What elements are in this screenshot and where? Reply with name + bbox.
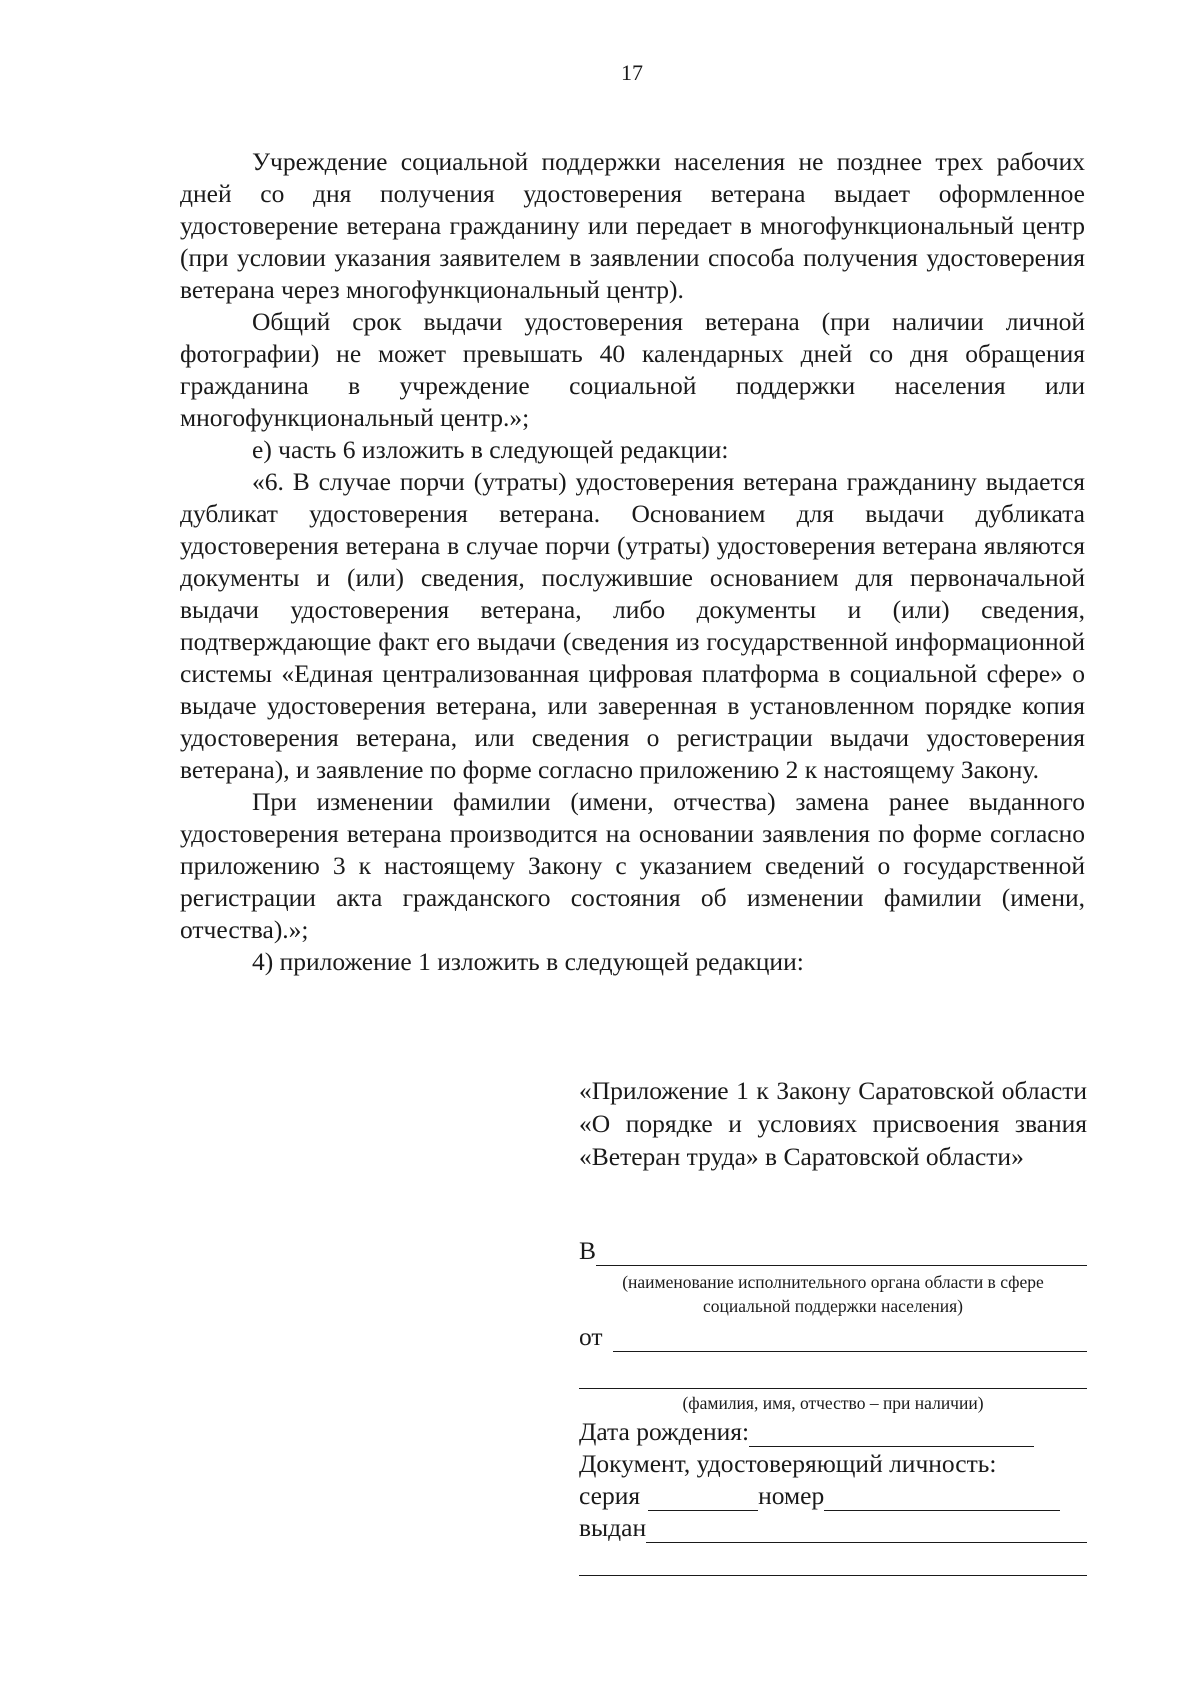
form-series-label: серия — [579, 1481, 641, 1510]
form-number-label: номер — [758, 1481, 825, 1510]
form-issued-blank[interactable] — [646, 1516, 1087, 1543]
form-series-blank[interactable] — [648, 1484, 758, 1511]
form-id-document-line — [579, 1449, 1087, 1479]
form-id-document-label: Документ, удостоверяющий личность: — [579, 1449, 997, 1478]
form-series-number-line — [579, 1481, 1087, 1511]
form-issued-label: выдан — [579, 1513, 647, 1542]
form-issued-blank-2[interactable] — [579, 1549, 1087, 1576]
paragraph-part-6-text: «6. В случае порчи (утраты) удостоверения ветерана гражданину выдается дубликат удостоверения ветерана. Основанием для выдачи дубликата удостоверения ветерана в случае порчи (утраты) удостоверения ветерана являются документы и (или) сведения, послужившие основанием для первоначальной выдачи удостоверения ветерана, либо документы и (или) сведения, подтверждающие факт его выдачи (сведения из государственной информационной системы «Единая централизованная цифровая платформа в социальной сфере» о выдаче удостоверения ветерана, или заверенная в установленном порядке копия удостоверения ветерана, или сведения о регистрации выдачи удостоверения ветерана), и заявление по форме согласно приложению 2 к настоящему Закону. — [180, 467, 1085, 784]
form-from-prefix: от — [579, 1322, 603, 1351]
paragraph-total-term: Общий срок выдачи удостоверения ветерана (при наличии личной фотографии) не может превышать 40 календарных дней со дня обращения гражданина в учреждение социальной поддержки населения или многофункциональный центр.»; — [180, 307, 1085, 432]
form-to-caption: (наименование исполнительного органа области в сфере социальной поддержки населения) — [622, 1272, 1044, 1316]
form-from-line — [579, 1322, 1087, 1352]
form-issued-line-2 — [579, 1549, 1087, 1576]
form-birth-date-blank[interactable] — [749, 1420, 1034, 1447]
paragraph-issuance: Учреждение социальной поддержки населения не позднее трех рабочих дней со дня получения удостоверения ветерана выдает оформленное удостоверение ветерана гражданину или передает в многофункциональный центр (при условии указания заявителем в заявлении способа получения удостоверения ветерана через многофункциональный центр). — [180, 147, 1085, 304]
form-birth-date-line — [579, 1417, 1087, 1447]
form-from-caption: (фамилия, имя, отчество – при наличии) — [682, 1393, 984, 1413]
form-from-line-2 — [579, 1362, 1087, 1389]
page-number: 17 — [621, 60, 643, 85]
form-from-blank[interactable] — [613, 1325, 1087, 1352]
form-from-blank-2[interactable] — [579, 1362, 1087, 1389]
paragraph-appendix-intro: 4) приложение 1 изложить в следующей редакции: — [252, 947, 804, 976]
paragraph-name-change: При изменении фамилии (имени, отчества) замена ранее выданного удостоверения ветерана производится на основании заявления по форме согласно приложению 3 к настоящему Закону с указанием сведений о государственной регистрации акта гражданского состояния об изменении фамилии (имени, отчества).»; — [180, 787, 1085, 944]
form-to-blank[interactable] — [596, 1239, 1087, 1266]
form-birth-date-label: Дата рождения: — [579, 1417, 750, 1446]
form-number-blank[interactable] — [824, 1484, 1060, 1511]
main-text — [180, 146, 1085, 978]
form-to-prefix: В — [579, 1236, 597, 1265]
form-issued-line — [579, 1513, 1087, 1543]
appendix-heading: «Приложение 1 к Закону Саратовской области «О порядке и условиях присвоения звания «Ветеран труда» в Саратовской области» — [579, 1076, 1087, 1171]
application-form — [579, 1236, 1087, 1576]
form-to-line — [579, 1236, 1087, 1266]
paragraph-part-6-intro: е) часть 6 изложить в следующей редакции: — [252, 435, 729, 464]
